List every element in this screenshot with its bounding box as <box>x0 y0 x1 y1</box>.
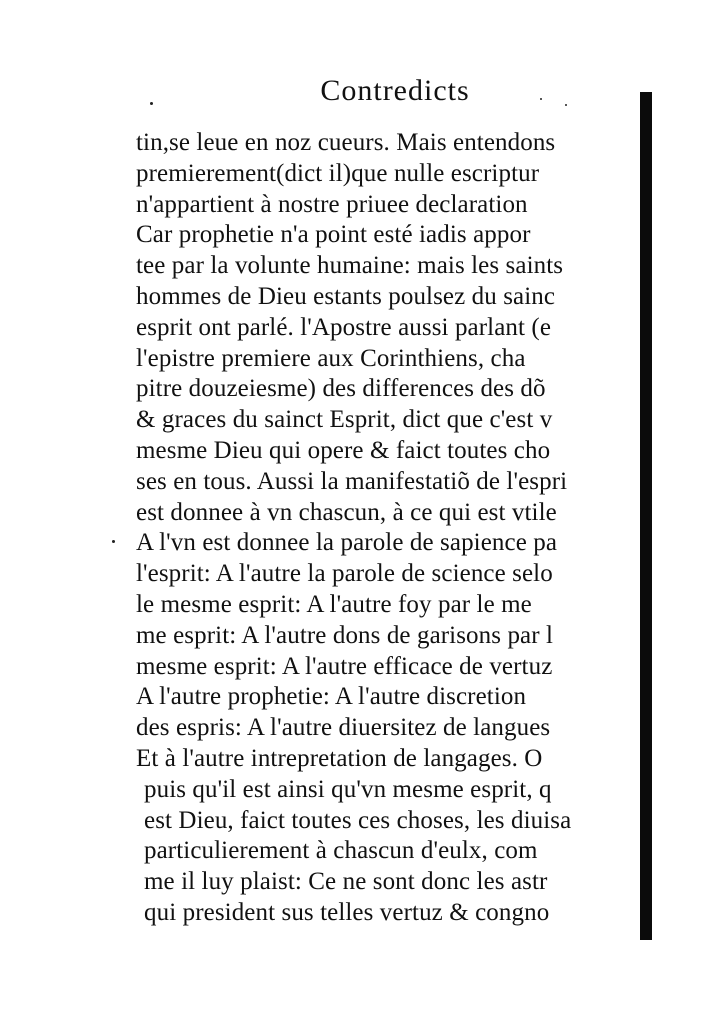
text-line-8: l'epistre premiere aux Corinthiens, cha <box>136 344 526 372</box>
ink-speck <box>540 98 542 100</box>
text-line-19: A l'autre prophetie: A l'autre discretion <box>136 683 527 711</box>
text-line-25: me il luy plaist: Ce ne sont donc les astr <box>144 868 548 896</box>
binding-gutter-shadow <box>640 92 652 940</box>
ink-speck <box>150 102 153 105</box>
text-line-16: le mesme esprit: A l'autre foy par le me <box>136 590 532 618</box>
text-line-7: esprit ont parlé. l'Apostre aussi parlant (e <box>136 313 552 341</box>
text-line-10: & graces du sainct Esprit, dict que c'est v <box>136 406 553 434</box>
text-line-22: puis qu'il est ainsi qu'vn mesme esprit, q <box>144 775 552 803</box>
text-line-9: pitre douzeiesme) des differences des dõ <box>136 375 546 403</box>
text-line-26: qui president sus telles vertuz & congno <box>144 898 550 926</box>
text-line-5: tee par la volunte humaine: mais les saints <box>136 252 564 280</box>
text-line-1: tin,se leue en noz cueurs. Mais entendons <box>136 129 556 156</box>
running-head: Contredicts <box>320 74 470 107</box>
text-line-24: particulierement à chascun d'eulx, com <box>144 837 538 865</box>
ink-speck <box>112 540 115 543</box>
text-line-15: l'esprit: A l'autre la parole de science selo <box>136 560 553 588</box>
text-line-17: me esprit: A l'autre dons de garisons par l <box>136 621 554 649</box>
text-line-18: mesme esprit: A l'autre efficace de vertuz <box>136 652 553 680</box>
text-line-6: hommes de Dieu estants poulsez du sainc <box>136 282 556 310</box>
text-line-3: n'appartient à nostre priuee declaration <box>136 190 528 218</box>
text-line-13: est donnee à vn chascun, à ce qui est vtile <box>136 498 557 526</box>
text-line-14: A l'vn est donnee la parole de sapience pa <box>136 529 558 557</box>
text-line-20: des espris: A l'autre diuersitez de langues <box>136 714 551 742</box>
text-line-4: Car prophetie n'a point esté iadis appor <box>136 221 531 249</box>
text-line-23: est Dieu, faict toutes ces choses, les diuisa <box>144 806 572 834</box>
text-line-11: mesme Dieu qui opere & faict toutes cho <box>136 436 551 464</box>
text-line-21: Et à l'autre intrepretation de langages. O <box>136 744 543 772</box>
body-text <box>136 128 648 929</box>
text-line-2: premierement(dict il)que nulle escriptur <box>136 159 540 187</box>
ink-speck <box>565 104 567 106</box>
text-line-12: ses en tous. Aussi la manifestatiõ de l'espri <box>136 467 568 495</box>
